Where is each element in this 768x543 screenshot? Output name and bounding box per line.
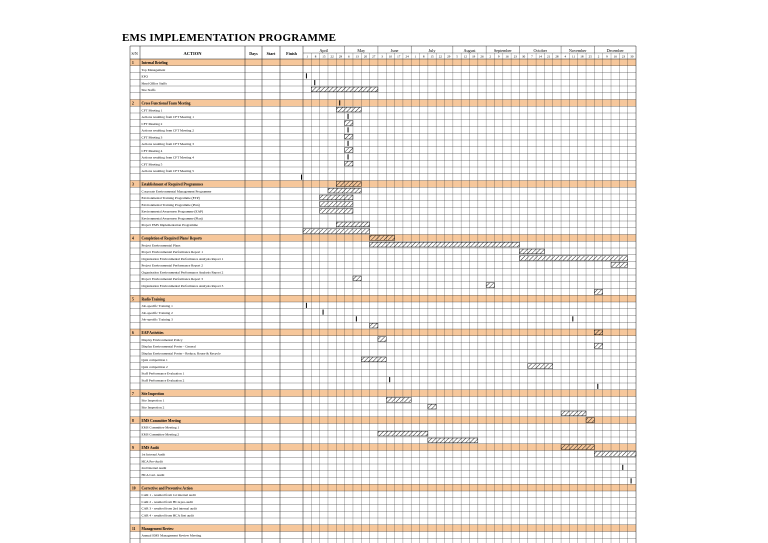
month-header-july: July — [428, 48, 436, 53]
month-header-november: November — [568, 48, 587, 53]
gantt-bar — [594, 344, 602, 349]
week-number: 29 — [338, 54, 343, 59]
week-number: 20 — [363, 54, 368, 59]
task-label: Actions resulting from CFT Meeting 4 — [141, 155, 194, 160]
task-label: Display Environmental Poster - General — [141, 344, 196, 349]
section-number: 7 — [132, 391, 134, 396]
week-number: 1 — [306, 54, 308, 59]
week-number: 16 — [613, 54, 617, 59]
milestone-mark — [323, 310, 324, 315]
week-number: 7 — [531, 54, 533, 59]
milestone-mark — [348, 114, 349, 119]
task-label: CFT Meeting 2 — [141, 121, 163, 126]
task-label: Annual EMS Management Review Meeting — [141, 533, 202, 538]
task-label: Environmental Awareness Programme (Plan) — [141, 216, 203, 221]
week-number: 17 — [397, 54, 401, 59]
section-number: 2 — [132, 101, 134, 106]
task-label: CFT Meeting 4 — [141, 148, 163, 153]
week-number: 24 — [405, 54, 409, 59]
milestone-mark — [572, 316, 573, 321]
milestone-mark — [389, 377, 390, 382]
section-title: Establishment of Required Programmes — [141, 182, 204, 187]
gantt-bar — [594, 290, 602, 295]
task-label: CFT Meeting 1 — [141, 108, 163, 113]
section-title: Cross Functional Team Meeting — [141, 101, 191, 106]
gantt-bar — [528, 364, 553, 369]
gantt-bar — [519, 249, 544, 254]
gantt-bar — [345, 161, 353, 166]
week-number: 30 — [630, 54, 634, 59]
week-number: 30 — [522, 54, 526, 59]
gantt-bar — [486, 283, 494, 288]
header-action: ACTION — [183, 51, 202, 56]
task-label: Project Environmental Plans — [141, 243, 181, 248]
gantt-bar — [320, 195, 353, 200]
page-title: EMS IMPLEMENTATION PROGRAMME — [122, 32, 337, 44]
gantt-bar — [328, 188, 361, 193]
section-number: 10 — [132, 486, 136, 491]
week-number: 2 — [597, 54, 600, 59]
milestone-mark — [339, 100, 340, 105]
milestone-mark — [348, 127, 349, 132]
milestone-mark — [356, 316, 357, 321]
section-number: 3 — [132, 182, 134, 187]
task-label: Project EMS Implementation Programme — [141, 223, 198, 228]
task-label: 1st Internal Audit — [141, 452, 166, 457]
section-title: Site Inspection — [141, 391, 165, 396]
month-header-september: September — [493, 48, 512, 53]
task-label: EMS Committee Meeting 2 — [141, 432, 180, 437]
section-title: Internal Briefing — [141, 61, 168, 66]
task-label: Project Environmental Performance Report 2 — [141, 263, 203, 268]
gantt-bar — [370, 236, 395, 241]
task-label: CAR 3 - resulted from 2nd internal audit — [141, 506, 197, 511]
task-label: Site Inspection 2 — [141, 405, 165, 410]
section-number: 5 — [132, 297, 134, 302]
gantt-bar — [586, 418, 594, 423]
gantt-bar — [353, 276, 361, 281]
week-number: 1 — [414, 54, 417, 59]
task-label: Display Environmental Policy — [141, 337, 183, 342]
section-number: 8 — [132, 418, 134, 423]
header-days: Days — [249, 51, 258, 56]
week-number: 4 — [564, 54, 567, 59]
gantt-bar — [320, 209, 353, 214]
section-header-row — [130, 181, 636, 188]
task-label: CAR 2 - resulted from HCA pre-audit — [141, 499, 193, 504]
month-header-may: May — [357, 48, 366, 53]
task-label: Staff Performance Evaluation 2 — [141, 378, 185, 383]
week-number: 23 — [513, 54, 517, 59]
section-header-row — [130, 100, 636, 107]
gantt-bar — [378, 337, 386, 342]
section-title: Corrective and Preventive Action — [141, 486, 193, 491]
week-number: 2 — [489, 54, 492, 59]
section-title: Management Review — [141, 526, 174, 531]
task-label: Quiz competition 2 — [141, 364, 168, 369]
gantt-bar — [594, 452, 636, 457]
task-label: Site Inspection 1 — [141, 398, 165, 403]
week-number: 10 — [388, 54, 393, 59]
task-label: Head Office Staffs — [141, 81, 167, 86]
week-number: 19 — [472, 54, 476, 59]
header-finish: Finish — [286, 51, 297, 56]
section-number: 1 — [132, 61, 134, 66]
week-number: 3 — [381, 54, 383, 59]
section-header-row — [130, 390, 636, 397]
section-number: 4 — [132, 236, 134, 241]
gantt-bar — [561, 411, 586, 416]
week-number: 18 — [580, 54, 584, 59]
week-number: 11 — [572, 54, 576, 59]
task-label: Environmental Training Programme (Plan) — [141, 202, 200, 207]
section-title: EMS Audit — [141, 445, 159, 450]
gantt-bar — [336, 222, 369, 227]
gantt-bar — [594, 330, 602, 335]
milestone-mark — [348, 141, 349, 146]
milestone-mark — [631, 478, 632, 483]
section-title: Radio Training — [141, 297, 165, 302]
task-label: Actions resulting from CFT Meeting 2 — [141, 128, 194, 133]
gantt-bar — [386, 398, 411, 403]
gantt-bar — [519, 256, 627, 261]
section-number: 6 — [132, 331, 134, 336]
milestone-mark — [301, 175, 302, 180]
milestone-mark — [348, 154, 349, 159]
section-header-row — [130, 329, 636, 336]
week-number: 14 — [538, 54, 542, 59]
task-label: Actions resulting from CFT Meeting 5 — [141, 169, 194, 174]
section-title: EAP Activities — [141, 331, 164, 336]
task-label: Job-specific Training 2 — [141, 310, 173, 315]
week-number: 22 — [438, 54, 442, 59]
section-header-row — [130, 484, 636, 491]
week-number: 15 — [322, 54, 326, 59]
gantt-bar — [370, 242, 520, 247]
section-number: 9 — [132, 445, 134, 450]
section-title: Completion of Required Plans/ Reports — [141, 236, 202, 241]
section-header-row — [130, 444, 636, 451]
month-header-october: October — [533, 48, 548, 53]
week-number: 9 — [497, 54, 500, 59]
task-label: Environmental Training Programme (ETP) — [141, 196, 200, 201]
gantt-bar — [378, 431, 428, 436]
week-number: 21 — [546, 54, 551, 59]
header-no: S/N — [131, 51, 138, 56]
month-header-december: December — [606, 48, 624, 53]
week-number: 5 — [456, 54, 458, 59]
section-title: EMS Committee Meeting — [141, 418, 181, 423]
week-number: 25 — [588, 54, 592, 59]
week-number: 28 — [555, 54, 559, 59]
task-label: Organisation Environmental Performance Analysis Report 1 — [141, 256, 224, 261]
month-header-june: June — [390, 48, 399, 53]
task-label: Actions resulting from CFT Meeting 1 — [141, 115, 194, 120]
gantt-bar — [561, 445, 594, 450]
section-header-row — [130, 417, 636, 424]
section-header-row — [130, 59, 636, 66]
week-number: 23 — [621, 54, 626, 59]
task-label: CAR 1 - resulted from 1st internal audit — [141, 493, 196, 498]
task-label: HCA Cert. Audit — [141, 472, 165, 477]
week-number: 12 — [463, 54, 467, 59]
gantt-bar — [336, 107, 361, 112]
gantt-bar — [345, 121, 353, 126]
gantt-bar — [311, 87, 378, 92]
milestone-mark — [314, 80, 315, 85]
task-label: Top Management — [141, 67, 166, 72]
gantt-bar — [336, 182, 361, 187]
task-label: Project Environmental Performance Report 1 — [141, 250, 203, 255]
month-header-april: April — [319, 48, 329, 53]
section-number: 11 — [132, 526, 136, 531]
gantt-bar — [611, 263, 628, 268]
task-label: Job-specific Training 1 — [141, 304, 173, 309]
week-number: 16 — [505, 54, 509, 59]
milestone-mark — [306, 73, 307, 78]
task-label: Actions resulting from CFT Meeting 3 — [141, 142, 194, 147]
gantt-bar — [370, 323, 378, 328]
gantt-bar — [428, 438, 478, 443]
gantt-bar — [361, 357, 386, 362]
gantt-bar — [303, 229, 370, 234]
week-number: 8 — [314, 54, 317, 59]
task-label: Quiz competition 1 — [141, 358, 168, 363]
task-label: Staff Performance Evaluation 1 — [141, 371, 185, 376]
task-label: Display Environmental Poster - Reduce, Reuse & Recycle — [141, 351, 221, 356]
month-header-august: August — [463, 48, 476, 53]
week-number: 8 — [422, 54, 425, 59]
week-number: 27 — [372, 54, 376, 59]
milestone-mark — [597, 384, 598, 389]
task-label: Organisation Environmental Performance Analysis Report 2 — [141, 270, 224, 275]
task-label: 2nd Internal Audit — [141, 466, 167, 471]
task-label: Corporate Environmental Management Programme — [141, 189, 212, 194]
section-header-row — [130, 295, 636, 302]
header-start: Start — [266, 51, 276, 56]
task-label: CAR 4 - resulted from HCA first audit — [141, 513, 194, 518]
task-label: Job-specific Training 3 — [141, 317, 173, 322]
week-number: 22 — [330, 54, 334, 59]
week-number: 26 — [480, 54, 484, 59]
gantt-bar — [345, 134, 353, 139]
task-label: Site Staffs — [141, 88, 156, 93]
task-label: EMS Committee Meeting 1 — [141, 425, 180, 430]
task-label: Organisation Environmental Performance Analysis Report 3 — [141, 283, 224, 288]
week-number: 9 — [606, 54, 608, 59]
week-number: 15 — [430, 54, 434, 59]
task-label: Environmental Awareness Programme (EAP) — [141, 209, 204, 214]
gantt-bar — [345, 148, 353, 153]
week-number: 29 — [447, 54, 451, 59]
task-label: HCA Pre-Audit — [141, 459, 163, 464]
task-label: Project Environmental Performance Report 3 — [141, 277, 203, 282]
task-label: CFT Meeting 3 — [141, 135, 163, 140]
milestone-mark — [622, 465, 623, 470]
milestone-mark — [306, 303, 307, 308]
task-label: CFT Meeting 5 — [141, 162, 163, 167]
task-label: EFO — [141, 74, 148, 79]
week-number: 13 — [355, 54, 359, 59]
section-header-row — [130, 525, 636, 532]
gantt-bar — [428, 404, 436, 409]
week-number: 6 — [347, 54, 350, 59]
gantt-bar — [320, 202, 353, 207]
